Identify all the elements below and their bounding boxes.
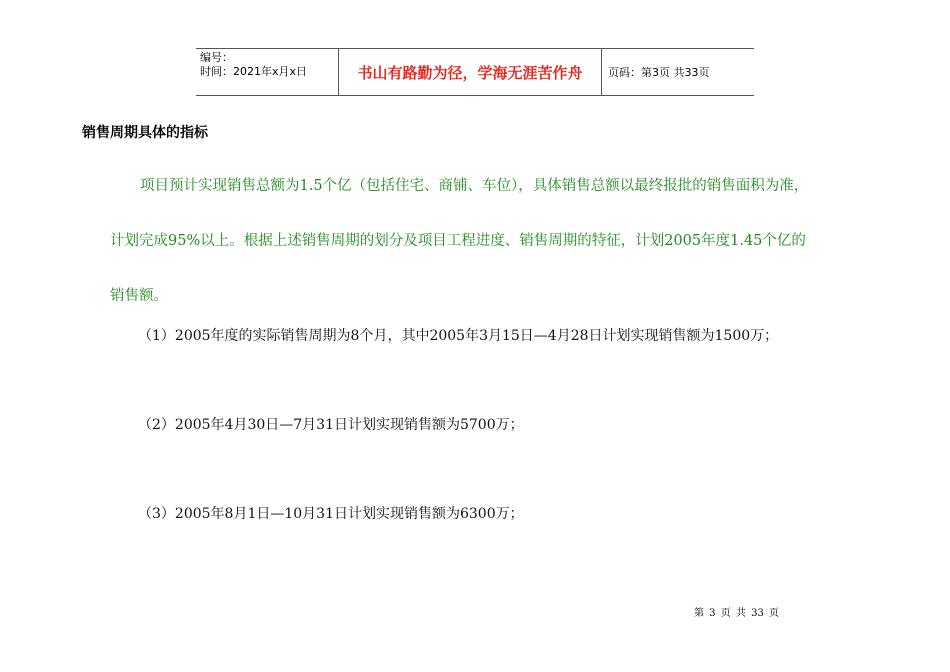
paragraph-line-3: 销售额。	[110, 288, 168, 304]
paragraph-line-1: 项目预计实现销售总额为1.5个亿（包括住宅、商铺、车位），具体销售总额以最终报批的销售面积为准，	[140, 178, 809, 194]
list-item-1: （1）2005年度的实际销售周期为8个月，其中2005年3月15日—4月28日计划实现销售额为1500万；	[138, 328, 779, 344]
header-motto: 书山有路勤为径，学海无涯苦作舟	[338, 49, 602, 95]
header-meta	[196, 49, 338, 95]
header-page-info: 页码：第3页 共33页	[608, 66, 710, 79]
time-label: 时间：2021年x月x日	[200, 65, 308, 78]
section-title: 销售周期具体的指标	[82, 125, 208, 141]
number-label: 编号：	[200, 51, 233, 64]
paragraph-line-2: 计划完成95%以上。根据上述销售周期的划分及项目工程进度、销售周期的特征，计划2005年度1.45个亿的	[110, 233, 806, 249]
list-item-3: （3）2005年8月1日—10月31日计划实现销售额为6300万；	[138, 506, 524, 522]
page-footer: 第 3 页 共 33 页	[694, 608, 779, 619]
list-item-2: （2）2005年4月30日—7月31日计划实现销售额为5700万；	[138, 417, 524, 433]
page-header	[196, 48, 754, 96]
